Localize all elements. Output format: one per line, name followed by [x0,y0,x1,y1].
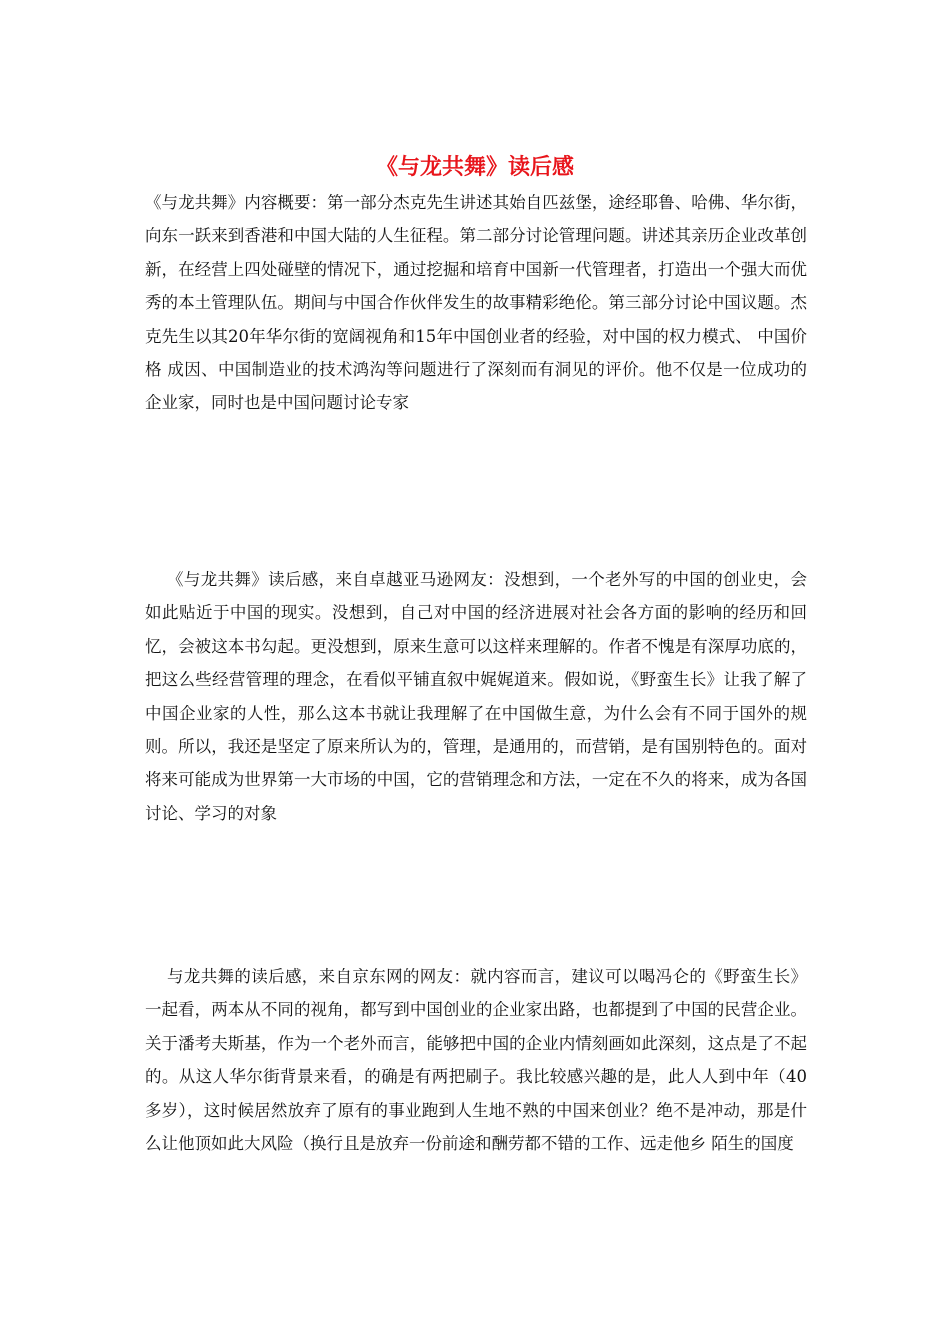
document-title: 《与龙共舞》读后感 [375,155,574,180]
paragraph-jd-review: 与龙共舞的读后感，来自京东网的网友：就内容而言，建议可以喝冯仑的《野蛮生长》一起看，两本从不同的视角，都写到中国创业的企业家出路，也都提到了中国的民营企业。关于潘考夫斯基，作为一个老外而言，能够把中国的企业内情刻画如此深刻，这点是了不起的。从这人华尔街背景来看，的确是有两把刷子。我比较感兴趣的是，此人人到中年（40多岁），这时候居然放弃了原有的事业跑到人生地不熟的中国来创业？绝不是冲动，那是什么让他顶如此大风险（换行且是放弃一份前途和酬劳都不错的工作、远走他乡 陌生的国度 [145,967,807,1154]
paragraph-amazon-review: 《与龙共舞》读后感，来自卓越亚马逊网友：没想到，一个老外写的中国的创业史，会如此贴近于中国的现实。没想到，自己对中国的经济进展对社会各方面的影响的经历和回忆，会被这本书勾起。更没想到，原来生意可以这样来理解的。作者不愧是有深厚功底的，把这么些经营管理的理念，在看似平铺直叙中娓娓道来。假如说，《野蛮生长》让我了解了中国企业家的人性，那么这本书就让我理解了在中国做生意，为什么会有不同于国外的规则。所以，我还是坚定了原来所认为的，管理，是通用的，而营销，是有国别特色的。面对将来可能成为世界第一大市场的中国，它的营销理念和方法，一定在不久的将来，成为各国讨论、学习的对象 [145,570,807,823]
paragraph-summary: 《与龙共舞》内容概要：第一部分杰克先生讲述其始自匹兹堡，途经耶鲁、哈佛、华尔街，向东一跃来到香港和中国大陆的人生征程。第二部分讨论管理问题。讲述其亲历企业改革创新，在经营上四处碰壁的情况下，通过挖掘和培育中国新一代管理者，打造出一个强大而优秀的本土管理队伍。期间与中国合作伙伴发生的故事精彩绝伦。第三部分讨论中国议题。杰克先生以其20年华尔街的宽阔视角和15年中国创业者的经验，对中国的权力模式、 中国价格 成因、中国制造业的技术鸿沟等问题进行了深刻而有洞见的评价。他不仅是一位成功的企业家，同时也是中国问题讨论专家 [145,193,807,413]
